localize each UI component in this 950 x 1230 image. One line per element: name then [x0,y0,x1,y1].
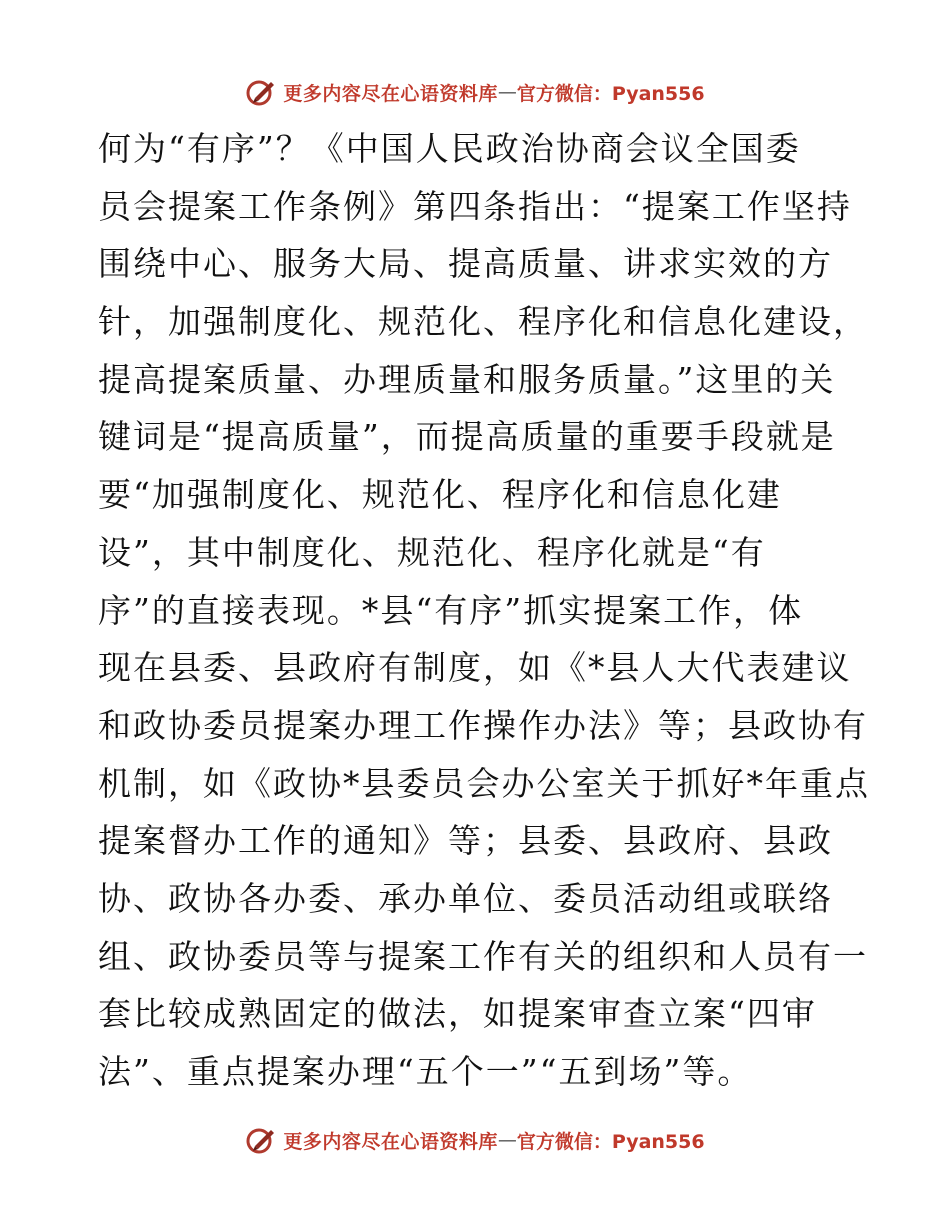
header-banner-separator: — [497,81,517,103]
body-line: 法”、重点提案办理“五个一”“五到场”等。 [98,1052,753,1091]
body-line: 员会提案工作条例》第四条指出：“提案工作坚持 [98,186,852,226]
body-line: 提高提案质量、办理质量和服务质量。”这里的关 [98,359,836,399]
pen-circle-logo-icon [245,76,277,108]
body-line: 围绕中心、服务大局、提高质量、讲求实效的方 [98,244,833,284]
body-line: 要“加强制度化、规范化、程序化和信息化建 [98,475,782,515]
body-line: 组、政协委员等与提案工作有关的组织和人员有一 [98,936,868,976]
footer-banner-wechat: 官方微信：Pyan556 [516,1130,705,1153]
pen-circle-logo-icon [245,1124,277,1156]
footer-banner-text: 更多内容尽在心语资料库 [283,1130,498,1153]
body-line: 设”，其中制度化、规范化、程序化就是“有 [98,532,766,572]
footer-banner [0,1120,950,1160]
body-line: 套比较成熟固定的做法，如提案审查立案“四审 [98,994,817,1034]
body-line: 针，加强制度化、规范化、程序化和信息化建设， [98,302,868,342]
header-banner-wechat: 官方微信：Pyan556 [516,82,705,105]
body-line: 现在县委、县政府有制度，如《*县人大代表建议 [98,648,852,688]
body-line: 机制，如《政协*县委员会办公室关于抓好*年重点 [98,763,870,803]
body-line: 协、政协各办委、承办单位、委员活动组或联络 [98,878,833,918]
body-line: 何为“有序”？《中国人民政治协商会议全国委 [98,129,801,168]
document-body [98,120,870,1101]
body-line: 键词是“提高质量”，而提高质量的重要手段就是 [98,417,836,457]
footer-banner-separator: — [497,1129,517,1151]
body-line: 提案督办工作的通知》等；县委、县政府、县政 [98,821,833,861]
header-banner [0,72,950,112]
body-line: 和政协委员提案办理工作操作办法》等；县政协有 [98,705,868,745]
header-banner-text: 更多内容尽在心语资料库 [283,82,498,105]
body-line: 序”的直接表现。*县“有序”抓实提案工作，体 [98,590,804,630]
